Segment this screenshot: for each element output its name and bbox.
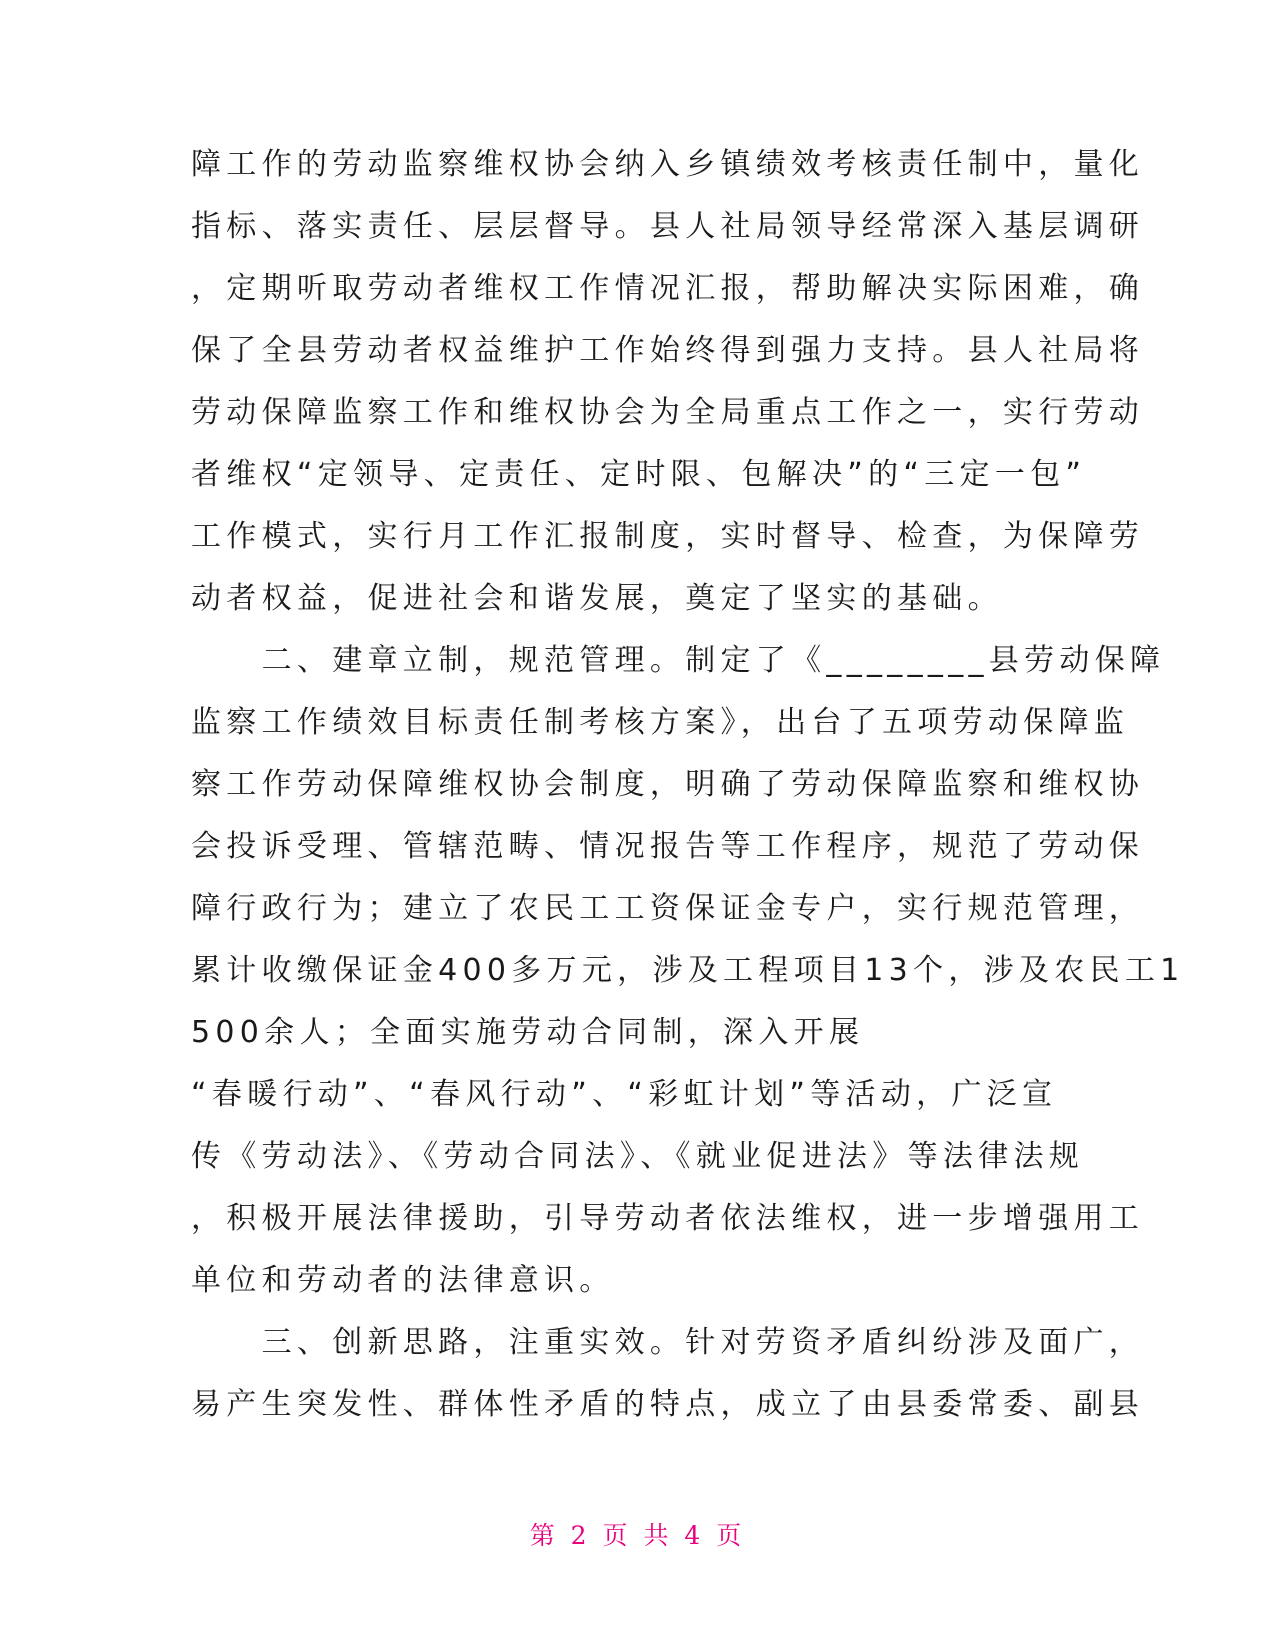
body-line: ，积极开展法律援助，引导劳动者依法维权，进一步增强用工 bbox=[191, 1201, 1145, 1236]
section-heading-line: 二、建章立制，规范管理。制定了《________县劳动保障 bbox=[191, 643, 1166, 678]
body-line: 500余人；全面实施劳动合同制，深入开展 bbox=[191, 1015, 865, 1050]
body-line: 单位和劳动者的法律意识。 bbox=[191, 1263, 615, 1298]
body-line: 传《劳动法》、《劳动合同法》、《就业促进法》等法律法规 bbox=[191, 1139, 1085, 1174]
body-line: 指标、落实责任、层层督导。县人社局领导经常深入基层调研 bbox=[191, 209, 1145, 244]
page-number-footer: 第 2 页 共 4 页 bbox=[529, 1521, 746, 1550]
body-line: ，定期听取劳动者维权工作情况汇报，帮助解决实际困难，确 bbox=[191, 271, 1145, 306]
body-line: 累计收缴保证金400多万元，涉及工程项目13个，涉及农民工1 bbox=[191, 953, 1185, 988]
body-line: 监察工作绩效目标责任制考核方案》，出台了五项劳动保障监 bbox=[191, 705, 1130, 740]
body-line: 者维权“定领导、定责任、定时限、包解决”的“三定一包” bbox=[191, 457, 1087, 492]
body-line: 障工作的劳动监察维权协会纳入乡镇绩效考核责任制中，量化 bbox=[191, 147, 1145, 182]
body-line: 动者权益，促进社会和谐发展，奠定了坚实的基础。 bbox=[191, 581, 1003, 616]
body-line: “春暖行动”、“春风行动”、“彩虹计划”等活动，广泛宣 bbox=[191, 1077, 1058, 1112]
body-line: 易产生突发性、群体性矛盾的特点，成立了由县委常委、副县 bbox=[191, 1387, 1145, 1422]
body-line: 障行政行为；建立了农民工工资保证金专户，实行规范管理， bbox=[191, 891, 1145, 926]
body-line: 会投诉受理、管辖范畴、情况报告等工作程序，规范了劳动保 bbox=[191, 829, 1145, 864]
body-line: 工作模式，实行月工作汇报制度，实时督导、检查，为保障劳 bbox=[191, 519, 1145, 554]
body-line: 劳动保障监察工作和维权协会为全局重点工作之一，实行劳动 bbox=[191, 395, 1145, 430]
body-line: 保了全县劳动者权益维护工作始终得到强力支持。县人社局将 bbox=[191, 333, 1145, 368]
section-heading-line: 三、创新思路，注重实效。针对劳资矛盾纠纷涉及面广， bbox=[191, 1325, 1145, 1360]
body-line: 察工作劳动保障维权协会制度，明确了劳动保障监察和维权协 bbox=[191, 767, 1145, 802]
